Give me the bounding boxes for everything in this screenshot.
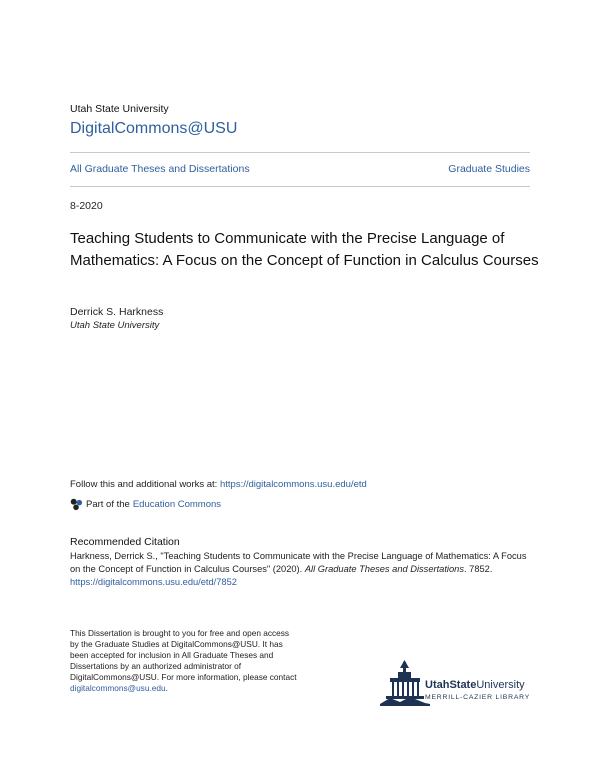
divider-bottom xyxy=(70,186,530,187)
citation-text-start: Harkness, Derrick S., "Teaching Students to Communicate with the Precise Language of Mathematics: A Focus on the Concept of Function in Calculus Courses" (2020). xyxy=(70,551,527,574)
wordmark-bold: UtahState xyxy=(425,679,477,691)
follow-line xyxy=(70,479,367,490)
library-subtitle: MERRILL-CAZIER LIBRARY xyxy=(425,694,531,701)
publication-date: 8-2020 xyxy=(70,200,103,212)
part-of-prefix: Part of the xyxy=(86,499,130,510)
citation-text-end: . 7852. xyxy=(464,564,493,574)
repository-link[interactable]: DigitalCommons@USU xyxy=(70,120,238,137)
access-notice xyxy=(70,628,298,695)
author-affiliation: Utah State University xyxy=(70,320,160,331)
follow-prefix: Follow this and additional works at: xyxy=(70,479,220,490)
notice-text: This Dissertation is brought to you for free and open access by the Graduate Studies at DigitalCommons@USU. It has been accepted for inclusion in All Graduate Theses and Dissertations by an authorized administrator of DigitalCommons@USU. For more information, please contact xyxy=(70,628,297,683)
document-title: Teaching Students to Communicate with the Precise Language of Mathematics: A Focus on the Concept of Function in Calculus Courses xyxy=(70,230,539,269)
citation-series: All Graduate Theses and Dissertations xyxy=(304,564,464,574)
university-wordmark xyxy=(425,679,525,691)
collection-link[interactable]: All Graduate Theses and Dissertations xyxy=(70,163,250,175)
division-link[interactable]: Graduate Studies xyxy=(448,163,530,175)
follow-url-link[interactable]: https://digitalcommons.usu.edu/etd xyxy=(219,479,367,490)
institution-name: Utah State University xyxy=(70,103,169,115)
commons-network-icon xyxy=(70,498,83,511)
contact-email-link[interactable]: digitalcommons@usu.edu xyxy=(70,683,166,694)
part-of-line xyxy=(70,498,221,511)
notice-end: . xyxy=(165,683,168,694)
author-name: Derrick S. Harkness xyxy=(70,306,164,318)
divider-top xyxy=(70,152,530,153)
education-commons-link[interactable]: Education Commons xyxy=(132,499,222,510)
citation-body xyxy=(70,550,536,589)
citation-url-link[interactable]: https://digitalcommons.usu.edu/etd/7852 xyxy=(70,577,237,587)
citation-heading: Recommended Citation xyxy=(70,536,180,548)
wordmark-regular: University xyxy=(476,679,525,691)
